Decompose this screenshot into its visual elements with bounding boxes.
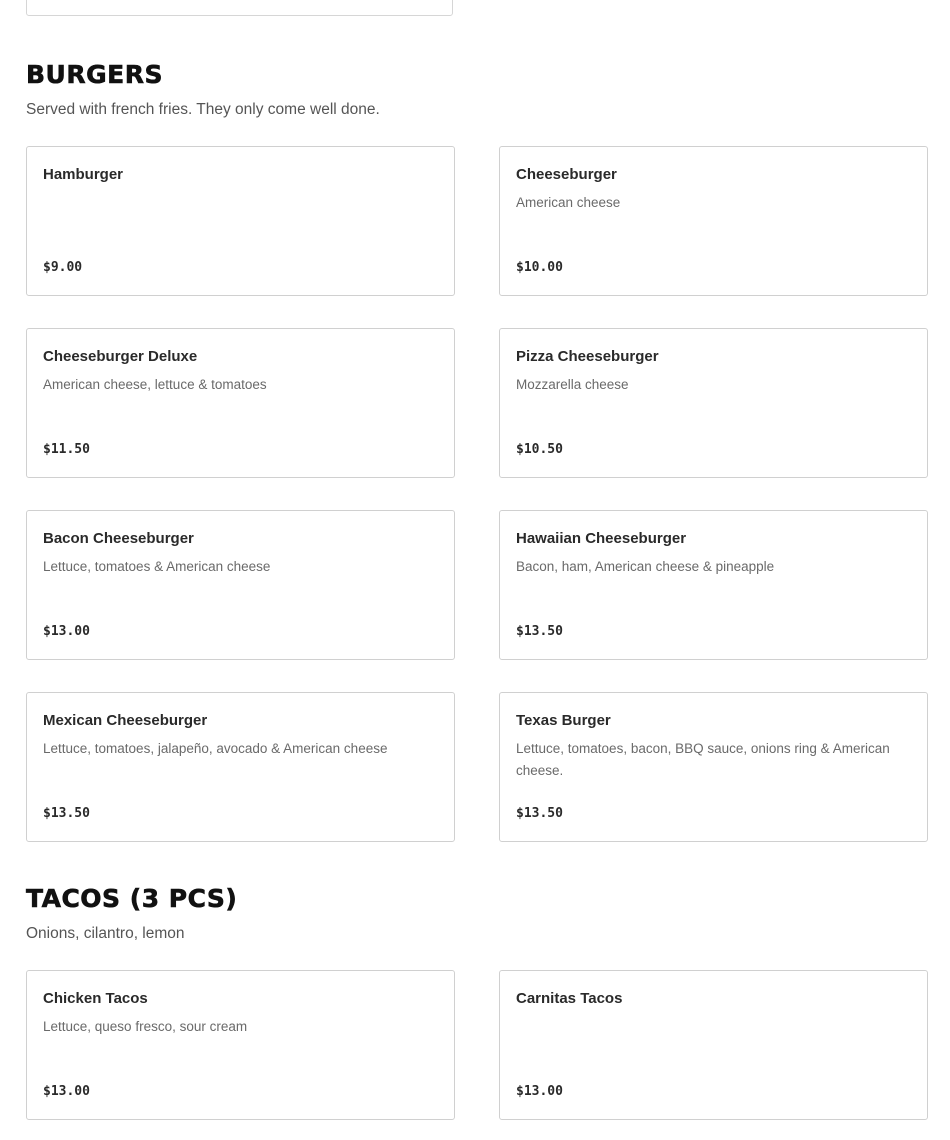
section-title: TACOS (3 PCS) <box>26 884 238 913</box>
menu-item-card[interactable] <box>26 970 455 1120</box>
item-name: Carnitas Tacos <box>516 990 623 1007</box>
menu-item-card[interactable] <box>499 510 928 660</box>
item-price: $13.00 <box>43 624 90 639</box>
item-price: $9.00 <box>43 260 83 275</box>
item-price: $13.50 <box>516 806 563 821</box>
item-description: Lettuce, tomatoes & American cheese <box>43 559 271 574</box>
menu-item-card[interactable] <box>26 328 455 478</box>
item-price: $10.50 <box>516 442 563 457</box>
item-price: $13.00 <box>516 1084 563 1099</box>
item-description: Lettuce, tomatoes, bacon, BBQ sauce, onions ring & American cheese. <box>516 741 890 778</box>
item-price: $10.00 <box>516 260 563 275</box>
item-description: Lettuce, queso fresco, sour cream <box>43 1019 248 1034</box>
menu-item-card[interactable] <box>26 692 455 842</box>
item-name: Hawaiian Cheeseburger <box>516 530 687 547</box>
item-price: $13.50 <box>43 806 90 821</box>
menu-item-card[interactable] <box>26 146 455 296</box>
item-name: Cheeseburger <box>516 166 617 183</box>
menu-item-card[interactable] <box>499 146 928 296</box>
item-name: Chicken Tacos <box>43 990 148 1007</box>
item-description: American cheese <box>516 195 621 210</box>
item-description: American cheese, lettuce & tomatoes <box>43 377 267 392</box>
item-price: $11.50 <box>43 442 90 457</box>
menu-item-card[interactable] <box>499 970 928 1120</box>
item-description: Lettuce, tomatoes, jalapeño, avocado & American cheese <box>43 741 388 756</box>
section-tacos <box>26 884 928 1099</box>
item-name: Hamburger <box>43 166 124 183</box>
menu-item-card[interactable] <box>499 692 928 842</box>
item-name: Cheeseburger Deluxe <box>43 348 198 365</box>
item-name: Pizza Cheeseburger <box>516 348 659 365</box>
menu-item-card[interactable] <box>499 328 928 478</box>
menu-item-card-partial[interactable] <box>26 0 453 16</box>
section-description: Served with french fries. They only come well done. <box>26 101 380 118</box>
item-description: Bacon, ham, American cheese & pineapple <box>516 559 775 574</box>
section-title: BURGERS <box>26 60 163 89</box>
item-description: Mozzarella cheese <box>516 377 629 392</box>
item-name: Mexican Cheeseburger <box>43 712 208 729</box>
item-name: Texas Burger <box>516 712 611 729</box>
item-price: $13.50 <box>516 624 563 639</box>
item-name: Bacon Cheeseburger <box>43 530 194 547</box>
menu-item-card[interactable] <box>26 510 455 660</box>
item-price: $13.00 <box>43 1084 90 1099</box>
section-description: Onions, cilantro, lemon <box>26 925 185 942</box>
section-burgers <box>26 60 928 821</box>
